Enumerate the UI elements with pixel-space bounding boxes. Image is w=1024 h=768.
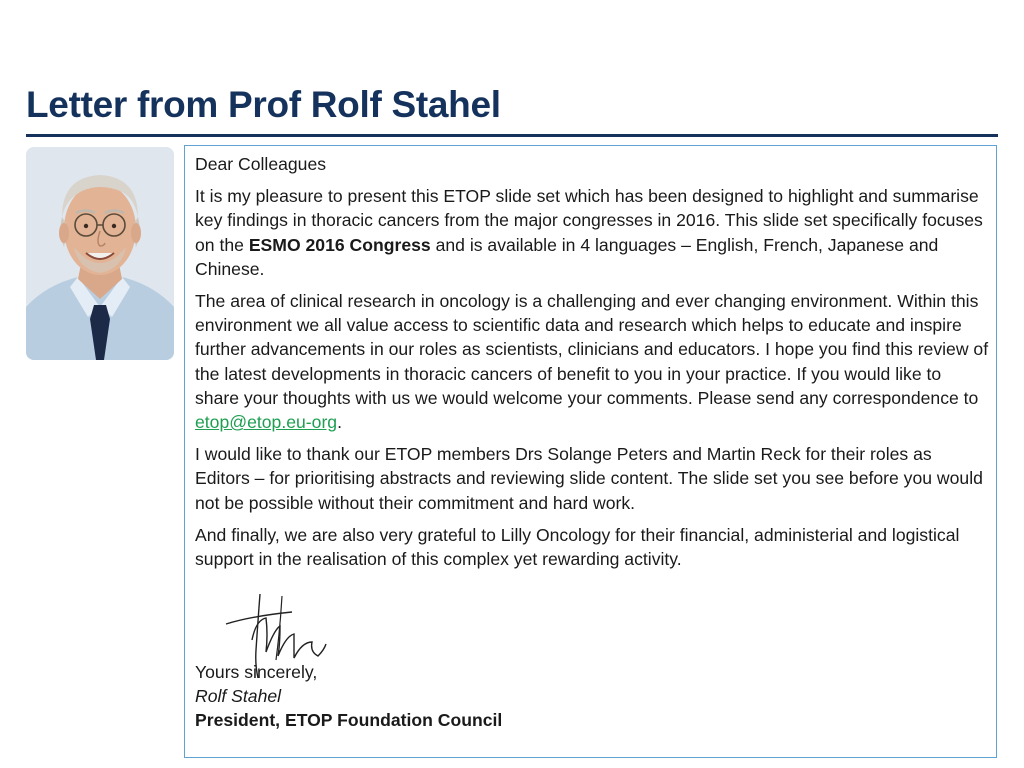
signer-role: President, ETOP Foundation Council xyxy=(195,710,503,731)
portrait-photo xyxy=(26,147,174,360)
letter-paragraph-2 xyxy=(195,289,990,434)
letter-greeting: Dear Colleagues xyxy=(195,154,327,174)
email-link[interactable]: etop@etop.eu-org xyxy=(195,412,338,433)
closing-line: Yours sincerely, xyxy=(195,662,318,682)
title-underline xyxy=(26,134,998,137)
letter-paragraph-3: I would like to thank our ETOP members Drs Solange Peters and Martin Reck for their roles as Editors – for prioritising abstracts and reviewing slide content. The slide set you see before you would not be possible without their commitment and hard work. xyxy=(195,444,983,513)
letter-closing xyxy=(195,660,502,733)
p1-text-start: It is my pleasure to present this ETOP slide set which has been designed to highlight and summarise key findings in thoracic cancers from the major congresses in 2016. This slide set specifically focuses on the xyxy=(195,186,983,255)
signer-name: Rolf Stahel xyxy=(195,686,282,707)
congress-name: ESMO 2016 Congress xyxy=(248,234,431,255)
p1-text-end: and is available in 4 languages – English, French, Japanese and Chinese. xyxy=(195,234,939,279)
letter-paragraph-4: And finally, we are also very grateful to Lilly Oncology for their financial, administerial and logistical support in the realisation of this complex yet rewarding activity. xyxy=(195,524,960,570)
slide-title: Letter from Prof Rolf Stahel xyxy=(26,84,501,125)
p2-text-end: . xyxy=(337,412,342,433)
letter-paragraph-1 xyxy=(195,184,990,281)
letter-body xyxy=(195,152,990,579)
p2-text-start: The area of clinical research in oncology is a challenging and ever changing environment. Within this environment we all value access to scientific data and research which helps to educate and inspire further advancements in our roles as scientists, clinicians and educators. I hope you find this review of the latest developments in thoracic cancers of benefit to you in your practice. If you would like to share your thoughts with us we would welcome your comments. Please send any correspondence to xyxy=(195,291,989,408)
